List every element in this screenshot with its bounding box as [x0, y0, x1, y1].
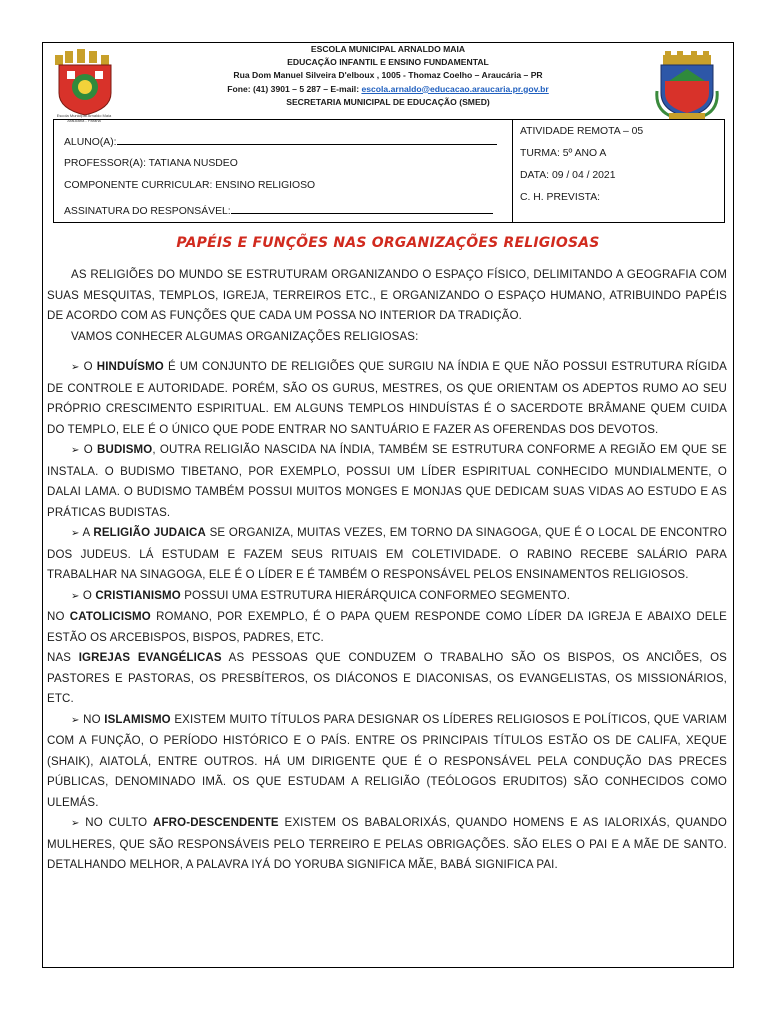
intro-lead: VAMOS CONHECER ALGUMAS ORGANIZAÇÕES RELIGIOSAS: — [71, 330, 419, 343]
arrow-bullet-icon: ➢ — [71, 445, 80, 456]
catholicism-paragraph: NO CATOLICISMO ROMANO, POR EXEMPLO, É O PAPA QUEM RESPONDE COMO LÍDER DA IGREJA E ABAIXO DELE ESTÃO OS ARCEBISPOS, BISPOS, PADRES, ETC. — [47, 611, 727, 644]
school-phone: Fone: (41) 3901 – 5 287 – E-mail: — [227, 83, 362, 94]
islam-keyword: ISLAMISMO — [104, 713, 171, 726]
school-address: Rua Dom Manuel Silveira D'elboux , 1005 - Thomaz Coelho – Araucária – PR — [233, 70, 543, 81]
arrow-bullet-icon: ➢ — [71, 818, 80, 829]
hinduism-paragraph: ➢ O HINDUÍSMO É UM CONJUNTO DE RELIGIÕES QUE SURGIU NA ÍNDIA E QUE NÃO POSSUI ESTRUTURA RÍGIDA DE CONTROLE E AUTORIDADE. PORÉM, SÃO OS GURUS, MESTRES, OS QUE ORIENTAM OS ADEPTOS RUMO AO SEU PRÓPRIO CRESCIMENTO ESPIRITUAL. EM ALGUNS TEMPLOS HINDUÍSTAS É O SACERDOTE BRÂMANE QUEM CUIDA DO TEMPLO, ELE É O ÚNICO QUE PODE ENTRAR NO SANTUÁRIO E FAZER AS OFERENDAS DOS DEVOTOS. — [47, 361, 727, 436]
school-name: ESCOLA MUNICIPAL ARNALDO MAIA — [310, 44, 466, 54]
christianity-keyword: CRISTIANISMO — [95, 589, 181, 602]
student-info-box — [53, 119, 725, 223]
secretariat: SECRETARIA MUNICIPAL DE EDUCAÇÃO (SMED) — [286, 96, 490, 107]
buddhism-keyword: BUDISMO — [97, 444, 153, 456]
document-frame — [42, 42, 734, 968]
arrow-bullet-icon: ➢ — [71, 528, 80, 539]
student-name-field[interactable]: ALUNO(A): — [64, 134, 497, 148]
student-name-line[interactable] — [117, 134, 497, 145]
signature-line[interactable] — [231, 203, 493, 214]
school-email-link[interactable]: escola.arnaldo@educacao.araucaria.pr.gov.br — [361, 83, 549, 94]
afro-keyword: AFRO-DESCENDENTE — [153, 817, 279, 829]
evangelical-keyword: IGREJAS EVANGÉLICAS — [78, 652, 222, 664]
page-title: PAPÉIS E FUNÇÕES NAS ORGANIZAÇÕES RELIGIOSAS — [176, 235, 600, 251]
signature-field[interactable]: ASSINATURA DO RESPONSÁVEL: — [64, 203, 493, 217]
crest-caption: Escola Municipal Arnaldo Maia Araucária - Paraná — [56, 113, 112, 123]
catholicism-keyword: CATOLICISMO — [69, 611, 151, 623]
class-label: TURMA: 5º ANO A — [520, 148, 607, 159]
student-info-left — [54, 120, 513, 222]
hours-label: C. H. PREVISTA: — [520, 192, 601, 203]
christianity-paragraph: ➢ O CRISTIANISMO POSSUI UMA ESTRUTURA HIERÁRQUICA CONFORMEO SEGMENTO. — [71, 589, 571, 602]
arrow-bullet-icon: ➢ — [71, 590, 80, 602]
subject-label: COMPONENTE CURRICULAR: ENSINO RELIGIOSO — [64, 180, 316, 191]
islam-paragraph: ➢ NO ISLAMISMO EXISTEM MUITO TÍTULOS PARA DESIGNAR OS LÍDERES RELIGIOSOS E POLÍTICOS, QUE VARIAM COM A FUNÇÃO, O PERÍODO HISTÓRICO E O PAÍS. ENTRE OS PRINCIPAIS TÍTULOS ESTÃO OS DE CALIFA, XEQUE (SHAIK), AIATOLÁ, ENTRE OUTROS. HÁ UM DIRIGENTE QUE É O RESPONSÁVEL PELA CONDUÇÃO DAS PRECES PÚBLICAS, DENOMINADO IMÃ. OS QUE ESTUDAM A RELIGIÃO (TEÓLOGOS ERUDITOS) SÃO CONHECIDOS COMO ULEMÁS. — [47, 713, 727, 809]
intro-paragraph: AS RELIGIÕES DO MUNDO SE ESTRUTURAM ORGANIZANDO O ESPAÇO FÍSICO, DELIMITANDO A GEOGRAFIA COM SUAS MESQUITAS, TEMPLOS, IGREJA, TERREIROS ETC., E ORGANIZANDO O ESPAÇO HUMANO, ATRIBUINDO PAPÉIS DE ACORDO COM AS FUNÇÕES QUE CADA UM POSSA NO INTERIOR DA TRADIÇÃO. — [47, 269, 727, 322]
arrow-bullet-icon: ➢ — [71, 714, 80, 726]
afro-paragraph: ➢ NO CULTO AFRO-DESCENDENTE EXISTEM OS BABALORIXÁS, QUANDO HOMENS E AS IALORIXÁS, QUANDO MULHERES, QUE SÃO RESPONSÁVEIS PELO TERREIRO E PELAS OBRIGAÇÕES. SÃO ELES O PAI E A MÃE DE SANTO. DETALHANDO MELHOR, A PALAVRA IYÁ DO YORUBA SIGNIFICA MÃE, BABÁ SIGNIFICA PAI. — [47, 817, 727, 871]
arrow-bullet-icon: ➢ — [71, 362, 80, 373]
activity-label: ATIVIDADE REMOTA – 05 — [520, 126, 644, 137]
evangelical-paragraph: NAS IGREJAS EVANGÉLICAS AS PESSOAS QUE CONDUZEM O TRABALHO SÃO OS BISPOS, OS ANCIÕES, OS PASTORES E PASTORAS, OS PRESBÍTEROS, OS DIÁCONOS E DIACONISAS, OS EVANGELISTAS, OS MISSIONÁRIOS, ETC. — [47, 652, 727, 705]
hinduism-keyword: HINDUÍSMO — [96, 361, 164, 373]
teacher-label: PROFESSOR(A): TATIANA NUSDEO — [64, 158, 238, 169]
school-level: EDUCAÇÃO INFANTIL E ENSINO FUNDAMENTAL — [287, 57, 489, 68]
school-contact — [43, 83, 733, 96]
date-label: DATA: 09 / 04 / 2021 — [520, 170, 616, 181]
school-header — [43, 43, 733, 109]
document-body — [47, 265, 727, 876]
judaism-paragraph: ➢ A RELIGIÃO JUDAICA SE ORGANIZA, MUITAS VEZES, EM TORNO DA SINAGOGA, QUE É O LOCAL DE ENCONTRO DOS JUDEUS. LÁ ESTUDAM E FAZEM SEUS RITUAIS EM COLETIVIDADE. O RABINO RECEBE SALÁRIO PARA TRABALHAR NA SINAGOGA, ELE É O LÍDER E É TAMBÉM O RESPONSÁVEL PELOS ENSINAMENTOS RELIGIOSOS. — [47, 527, 727, 581]
judaism-keyword: RELIGIÃO JUDAICA — [93, 527, 206, 539]
buddhism-paragraph: ➢ O BUDISMO, OUTRA RELIGIÃO NASCIDA NA ÍNDIA, TAMBÉM SE ESTRUTURA CONFORME A REGIÃO EM QUE SE INSTALA. O BUDISMO TIBETANO, POR EXEMPLO, POSSUI UM LÍDER ESPIRITUAL CONHECIDO MUNDIALMENTE, O DALAI LAMA. O BUDISMO TAMBÉM POSSUI MUITOS MONGES E MONJAS QUE DEDICAM SUAS VIDAS AO ESTUDO E AS PRÁTICAS BUDISTAS. — [47, 444, 727, 519]
